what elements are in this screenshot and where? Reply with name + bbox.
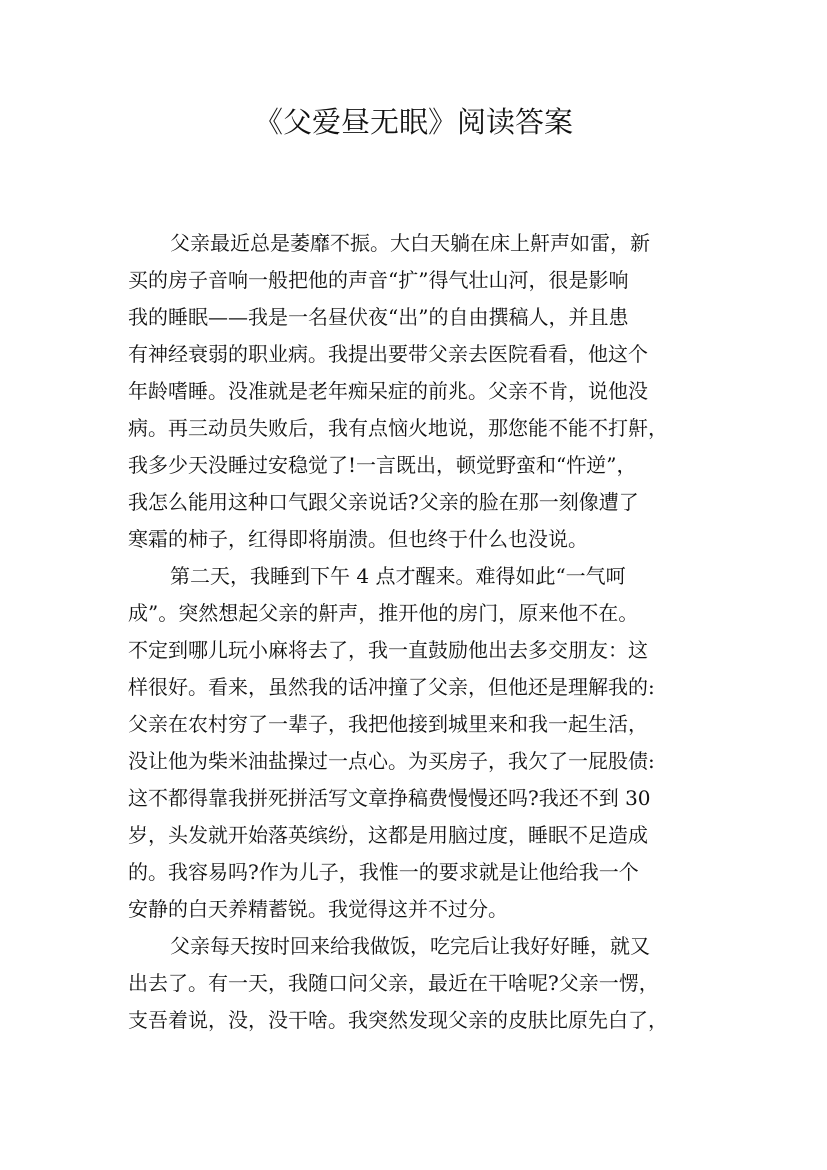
text-line: 的。我容易吗?作为儿子，我惟一的要求就是让他给我一个 — [128, 860, 639, 884]
text-line: 年龄嗜睡。没准就是老年痴呆症的前兆。父亲不肯，说他没 — [128, 379, 648, 403]
text-line: 父亲最近总是萎靡不振。大白天躺在床上鼾声如雷，新 — [170, 231, 650, 255]
text-line: 父亲在农村穷了一辈子，我把他接到城里来和我一起生活， — [128, 712, 648, 736]
text-line: 这不都得靠我拼死拼活写文章挣稿费慢慢还吗?我还不到 30 — [128, 786, 651, 810]
text-line: 买的房子音响一般把他的声音“扩”得气壮山河，很是影响 — [128, 268, 629, 292]
text-line: 样很好。看来，虽然我的话冲撞了父亲，但他还是理解我的: — [128, 675, 655, 699]
text-line: 父亲每天按时回来给我做饭，吃完后让我好好睡，就又 — [170, 934, 650, 958]
document-title: 《父爱昼无眠》阅读答案 — [253, 105, 573, 139]
text-line: 我多少天没睡过安稳觉了!一言既出，顿觉野蛮和“忤逆”， — [128, 453, 637, 477]
text-line: 病。再三动员失败后，我有点恼火地说，那您能不能不打鼾， — [128, 416, 668, 440]
text-line: 我的睡眠——我是一名昼伏夜“出”的自由撰稿人，并且患 — [128, 305, 629, 329]
text-line: 第二天，我睡到下午 4 点才醒来。难得如此“一气呵 — [170, 564, 626, 588]
text-line: 出去了。有一天，我随口问父亲，最近在干啥呢?父亲一愣， — [128, 971, 659, 995]
text-line: 支吾着说，没，没干啥。我突然发现父亲的皮肤比原先白了， — [128, 1008, 668, 1032]
text-line: 成”。突然想起父亲的鼾声，推开他的房门，原来他不在。 — [128, 601, 639, 625]
text-line: 岁，头发就开始落英缤纷，这都是用脑过度，睡眠不足造成 — [128, 823, 648, 847]
text-line: 我怎么能用这种口气跟父亲说话?父亲的脸在那一刻像遭了 — [128, 490, 639, 514]
text-line: 没让他为柴米油盐操过一点心。为买房子，我欠了一屁股债: — [128, 749, 655, 773]
text-line: 寒霜的柿子，红得即将崩溃。但也终于什么也没说。 — [128, 527, 588, 551]
text-line: 有神经衰弱的职业病。我提出要带父亲去医院看看，他这个 — [128, 342, 648, 366]
text-line: 不定到哪儿玩小麻将去了，我一直鼓励他出去多交朋友：这 — [128, 638, 648, 662]
text-line: 安静的白天养精蓄锐。我觉得这并不过分。 — [128, 897, 508, 921]
